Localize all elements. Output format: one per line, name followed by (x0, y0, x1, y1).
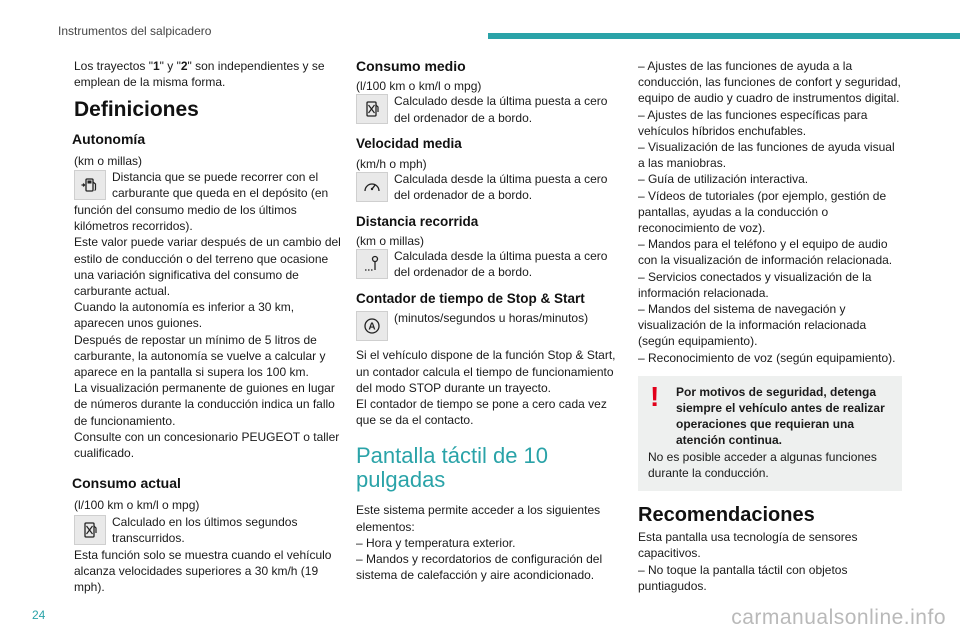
touchscreen-heading: Pantalla táctil de 10 pulgadas (356, 443, 549, 493)
range-line-3: Cuando la autonomía es inferior a 30 km, aparecen unos guiones. (74, 300, 295, 331)
warning-exclamation-icon: ! (650, 380, 660, 412)
feature-item-1: – Ajustes de las funciones de ayuda a la conducción, las funciones de confort y seguridad, equipo de audio y cuadro de instrumentos digital. (638, 59, 901, 106)
definitions-heading: Definiciones (74, 98, 199, 122)
distance-pin-icon (356, 249, 388, 279)
column-right (638, 58, 902, 594)
distance-description: Calculada desde la última puesta a cero del ordenador de a bordo. (394, 249, 608, 280)
current-consumption-icon-row (74, 514, 342, 547)
current-consumption-heading: Consumo actual (72, 475, 181, 492)
range-description: Distancia que se puede recorrer con el carburante que queda en el depósito (en (112, 170, 329, 201)
range-line-1: función del consumo medio de los últimos kilómetros recorridos). (74, 203, 297, 234)
feature-item-9: – Reconocimiento de voz (según equipamiento). (638, 350, 896, 365)
range-line-2: Este valor puede variar después de un cambio del estilo de conducción o del terreno que ocasione una variación significativa del consumo de carburante actual. (74, 235, 341, 299)
fuel-consumption-icon (356, 94, 388, 124)
feature-item-7: – Servicios conectados y visualización de la información relacionada. (638, 269, 872, 300)
average-consumption-icon-row (356, 93, 616, 126)
stop-start-icon (356, 311, 388, 341)
touchscreen-item-2: – Mandos y recordatorios de configuración del sistema de calefacción y aire acondicionado. (356, 552, 603, 583)
safety-warning-box (638, 376, 902, 491)
distance-unit: (km o millas) (356, 234, 424, 249)
watermark: carmanualsonline.info (731, 606, 946, 629)
feature-item-6: – Mandos para el teléfono y el equipo de audio con la visualización de información relacionada. (638, 237, 893, 268)
stop-start-description: Si el vehículo dispone de la función Stop & Start, un contador calcula el tiempo de funcionamiento del modo STOP durante un trayecto. (356, 348, 616, 395)
current-consumption-unit: (l/100 km o km/l o mpg) (74, 498, 200, 513)
header-accent-bar (488, 33, 960, 39)
range-line-4: Después de repostar un mínimo de 5 litros de carburante, la autonomía se vuelve a calcular y aparece en la pantalla si supera los 100 km. (74, 332, 326, 380)
average-consumption-unit: (l/100 km o km/l o mpg) (356, 79, 482, 94)
recommendations-heading: Recomendaciones (638, 504, 815, 527)
stop-start-heading: Contador de tiempo de Stop & Start (356, 291, 585, 307)
speedometer-icon (356, 172, 388, 202)
feature-item-3: – Visualización de las funciones de ayuda visual a las maniobras. (638, 140, 895, 171)
recommendations-item: – No toque la pantalla táctil con objetos puntiagudos. (638, 562, 848, 593)
recommendations-text: Esta pantalla usa tecnología de sensores capacitivos. (638, 530, 858, 561)
range-line-6: Consulte con un concesionario PEUGEOT o taller cualificado. (74, 429, 340, 461)
touchscreen-intro: Este sistema permite acceder a los siguientes elementos: (356, 503, 601, 534)
stop-start-reset-note: El contador de tiempo se pone a cero cada vez que se da el contacto. (356, 397, 607, 428)
intro-paragraph: Los trayectos "1" y "2" son independientes y se emplean de la misma forma. (74, 59, 325, 90)
running-header: Instrumentos del salpicadero (58, 24, 212, 38)
svg-text:A: A (368, 321, 376, 333)
average-speed-unit: (km/h o mph) (356, 156, 427, 171)
feature-item-5: – Vídeos de tutoriales (por ejemplo, gestión de pantallas, ayudas a la conducción o reconocimiento de voz). (638, 188, 887, 236)
range-icon-row (74, 169, 342, 202)
page-number: 24 (32, 608, 46, 622)
warning-bold-text: Por motivos de seguridad, detenga siempre el vehículo antes de realizar operaciones que requieran una atención continua. (676, 384, 885, 448)
distance-icon-row (356, 248, 616, 281)
average-consumption-description: Calculado desde la última puesta a cero del ordenador de a bordo. (394, 94, 608, 125)
feature-item-2: – Ajustes de las funciones específicas para vehículos híbridos enchufables. (638, 107, 868, 138)
touchscreen-item-1: – Hora y temperatura exterior. (356, 535, 516, 550)
range-unit: (km o millas) (74, 153, 142, 168)
average-consumption-heading: Consumo medio (356, 58, 466, 74)
average-speed-description: Calculada desde la última puesta a cero del ordenador de a bordo. (394, 171, 608, 203)
current-consumption-note: Esta función solo se muestra cuando el vehículo alcanza velocidades superiores a 30 km/h (19 mph). (74, 547, 332, 595)
current-consumption-description: Calculado en los últimos segundos transcurridos. (112, 514, 298, 545)
distance-heading: Distancia recorrida (356, 213, 479, 229)
fuel-consumption-icon (74, 515, 106, 545)
range-line-5: La visualización permanente de guiones en lugar de números durante la conducción indica un fallo de funcionamiento. (74, 381, 335, 428)
feature-item-8: – Mandos del sistema de navegación y visualización de la información relacionada (según equipamiento). (638, 302, 867, 349)
feature-item-4: – Guía de utilización interactiva. (638, 172, 809, 187)
warning-text: No es posible acceder a algunas funciones durante la conducción. (648, 449, 877, 480)
column-left (74, 58, 342, 595)
column-middle (356, 58, 616, 583)
range-heading: Autonomía (72, 130, 146, 147)
average-speed-icon-row (356, 171, 616, 204)
fuel-pump-icon (74, 170, 106, 200)
stop-start-icon-row (356, 310, 616, 343)
stop-start-units: (minutos/segundos u horas/minutos) (394, 311, 589, 326)
average-speed-heading: Velocidad media (356, 136, 462, 152)
